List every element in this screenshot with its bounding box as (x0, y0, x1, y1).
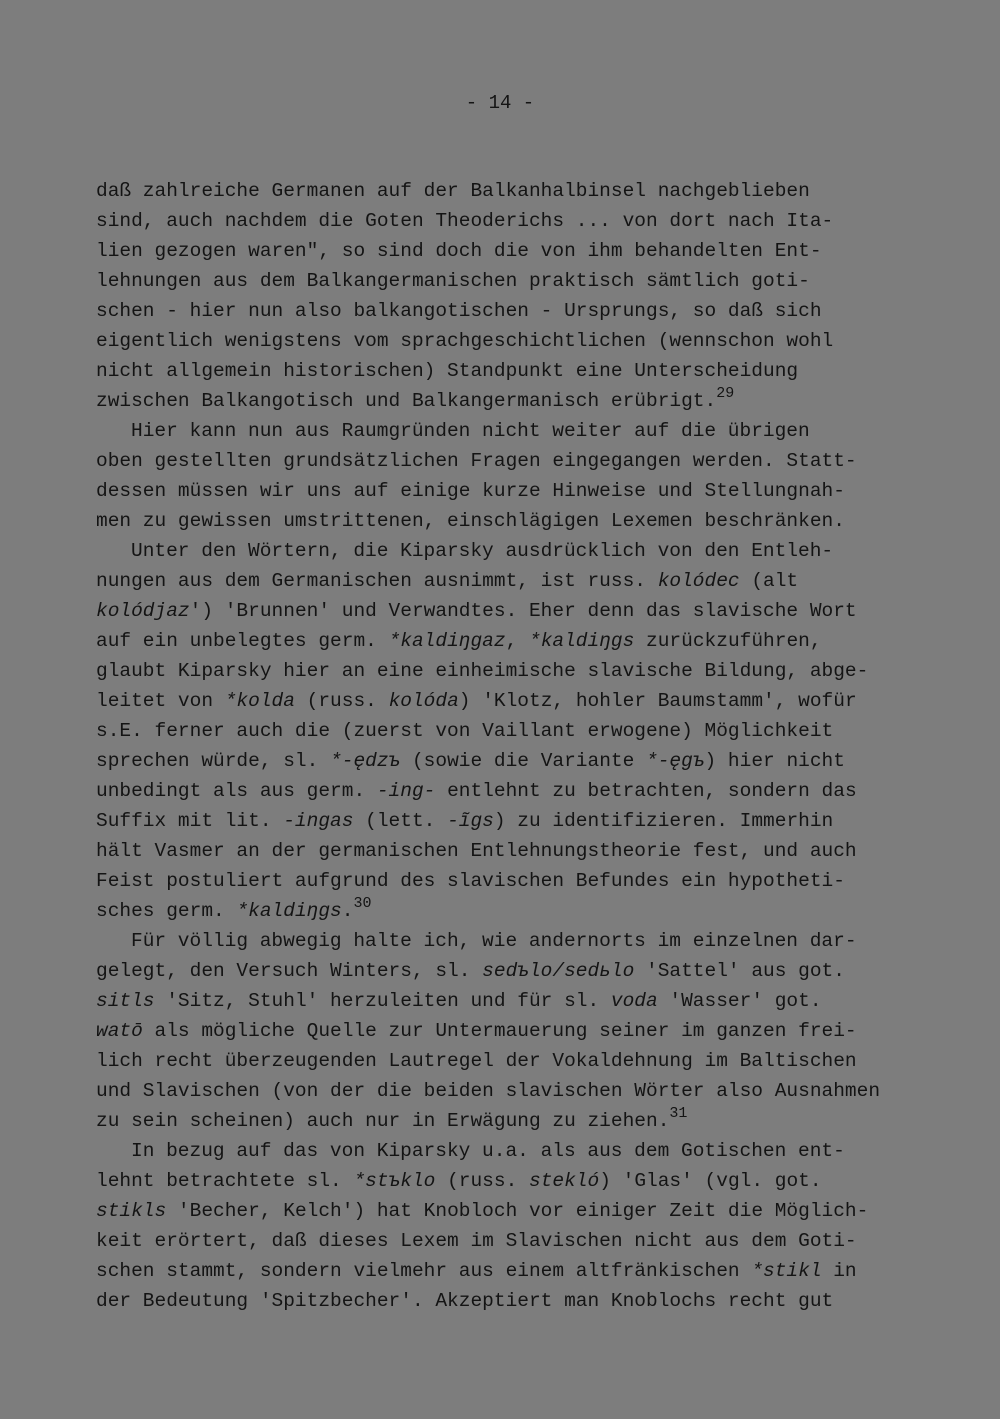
text-line (96, 956, 845, 986)
text-line: hält Vasmer an der germanischen Entlehnungstheorie fest, und auch (96, 840, 857, 862)
cited-word: *kaldiŋgaz (388, 630, 506, 652)
text-line: schen - hier nun also balkangotischen - Ursprungs, so daß sich (96, 300, 822, 322)
text-segment: auf ein unbelegtes germ. (96, 630, 389, 652)
text-segment: lehnt betrachtete sl. (96, 1170, 354, 1192)
text-line: Für völlig abwegig halte ich, wie andernorts im einzelnen dar- (131, 930, 857, 952)
text-segment: zu sein scheinen) auch nur in Erwägung zu ziehen. (96, 1110, 670, 1132)
text-line: eigentlich wenigstens vom sprachgeschichtlichen (wennschon wohl (96, 330, 834, 352)
cited-word: *stъklo (353, 1170, 436, 1192)
text-line (96, 386, 734, 416)
text-line: der Bedeutung 'Spitzbecher'. Akzeptiert man Knoblochs recht gut (96, 1290, 834, 1312)
text-segment: unbedingt als aus germ. (96, 780, 377, 802)
text-segment: ') 'Brunnen' und Verwandtes. Eher denn das slavische Wort (189, 600, 857, 622)
cited-word: watō (96, 1020, 143, 1042)
text-line (96, 596, 857, 626)
cited-word: -ing- (376, 780, 436, 802)
text-segment: entlehnt zu betrachten, sondern das (435, 780, 857, 802)
text-segment: 'Becher, Kelch') hat Knobloch vor einiger Zeit die Möglich- (166, 1200, 869, 1222)
text-segment: zurückzuführen, (634, 630, 822, 652)
text-segment: Suffix mit lit. (96, 810, 284, 832)
cited-word: *kaldiŋgs (529, 630, 635, 652)
cited-word: stikls (96, 1200, 167, 1222)
text-segment: leitet von (96, 690, 225, 712)
footnote-ref: 30 (353, 895, 372, 912)
cited-word: sitls (96, 990, 155, 1012)
text-line (96, 746, 845, 776)
text-line (96, 686, 857, 716)
text-line (96, 1016, 857, 1046)
text-line (96, 1166, 822, 1196)
text-line: men zu gewissen umstrittenen, einschlägigen Lexemen beschränken. (96, 510, 845, 532)
cited-word: -ingas (283, 810, 354, 832)
cited-word: voda (610, 990, 658, 1012)
text-line: daß zahlreiche Germanen auf der Balkanhalbinsel nachgeblieben (96, 180, 810, 202)
text-line: glaubt Kiparsky hier an eine einheimische slavische Bildung, abge- (96, 660, 869, 682)
text-line: sind, auch nachdem die Goten Theoderichs ... von dort nach Ita- (96, 210, 834, 232)
text-segment: (lett. (353, 810, 448, 832)
text-line: s.E. ferner auch die (zuerst von Vaillant erwogene) Möglichkeit (96, 720, 834, 742)
text-line (96, 896, 371, 926)
text-segment: (russ. (294, 690, 389, 712)
cited-word: *stikl (751, 1260, 822, 1282)
cited-word: kolódec (657, 570, 740, 592)
text-segment: 'Sattel' aus got. (634, 960, 845, 982)
text-line: In bezug auf das von Kiparsky u.a. als aus dem Gotischen ent- (131, 1140, 845, 1162)
cited-word: stekló (529, 1170, 600, 1192)
cited-word: *-ędzъ (330, 750, 401, 772)
text-segment: in (821, 1260, 857, 1282)
text-line (96, 1196, 868, 1226)
cited-word: sedъlo/sedьlo (482, 960, 635, 982)
text-segment: , (505, 630, 529, 652)
text-line (96, 1106, 687, 1136)
text-line (96, 806, 833, 836)
text-segment: 'Sitz, Stuhl' herzuleiten und für sl. (154, 990, 611, 1012)
text-segment: ) 'Glas' (vgl. got. (599, 1170, 822, 1192)
text-line: nicht allgemein historischen) Standpunkt eine Unterscheidung (96, 360, 799, 382)
text-segment: (sowie die Variante (400, 750, 647, 772)
footnote-ref: 29 (716, 385, 735, 402)
text-line (96, 776, 857, 806)
text-line (96, 626, 822, 656)
text-line: lehnungen aus dem Balkangermanischen praktisch sämtlich goti- (96, 270, 810, 292)
text-segment: nungen aus dem Germanischen ausnimmt, ist russ. (96, 570, 658, 592)
text-segment: schen stammt, sondern vielmehr aus einem altfränkischen (96, 1260, 752, 1282)
text-line: dessen müssen wir uns auf einige kurze Hinweise und Stellungnah- (96, 480, 845, 502)
text-line: lich recht überzeugenden Lautregel der Vokaldehnung im Baltischen (96, 1050, 857, 1072)
text-segment: gelegt, den Versuch Winters, sl. (96, 960, 483, 982)
text-segment: (russ. (435, 1170, 529, 1192)
text-segment: 'Wasser' got. (657, 990, 822, 1012)
cited-word: *kaldiŋgs (236, 900, 342, 922)
text-segment: zwischen Balkangotisch und Balkangermanisch erübrigt. (96, 390, 717, 412)
text-line: lien gezogen waren", so sind doch die von ihm behandelten Ent- (96, 240, 822, 262)
cited-word: kolódjaz (96, 600, 190, 622)
text-line: und Slavischen (von der die beiden slavischen Wörter also Ausnahmen (96, 1080, 881, 1102)
text-segment: . (341, 900, 354, 922)
text-line (96, 566, 798, 596)
text-line: keit erörtert, daß dieses Lexem im Slavischen nicht aus dem Goti- (96, 1230, 857, 1252)
cited-word: *kolda (224, 690, 295, 712)
text-segment: als mögliche Quelle zur Untermauerung seiner im ganzen frei- (142, 1020, 857, 1042)
text-line (96, 986, 822, 1016)
page-number: - 14 - (465, 92, 535, 114)
text-line: Hier kann nun aus Raumgründen nicht weiter auf die übrigen (131, 420, 810, 442)
cited-word: -ĩgs (447, 810, 494, 832)
text-line: Feist postuliert aufgrund des slavischen Befundes ein hypotheti- (96, 870, 845, 892)
text-line (96, 1256, 857, 1286)
text-line: Unter den Wörtern, die Kiparsky ausdrücklich von den Entleh- (131, 540, 834, 562)
text-line: oben gestellten grundsätzlichen Fragen eingegangen werden. Statt- (96, 450, 857, 472)
text-segment: sprechen würde, sl. (96, 750, 331, 772)
cited-word: *-ęgъ (646, 750, 705, 772)
cited-word: kolóda (388, 690, 459, 712)
text-segment: (alt (739, 570, 799, 592)
text-segment: sches germ. (96, 900, 237, 922)
text-segment: ) zu identifizieren. Immerhin (493, 810, 834, 832)
text-segment: ) 'Klotz, hohler Baumstamm', wofür (458, 690, 857, 712)
footnote-ref: 31 (669, 1105, 688, 1122)
text-segment: ) hier nicht (704, 750, 845, 772)
